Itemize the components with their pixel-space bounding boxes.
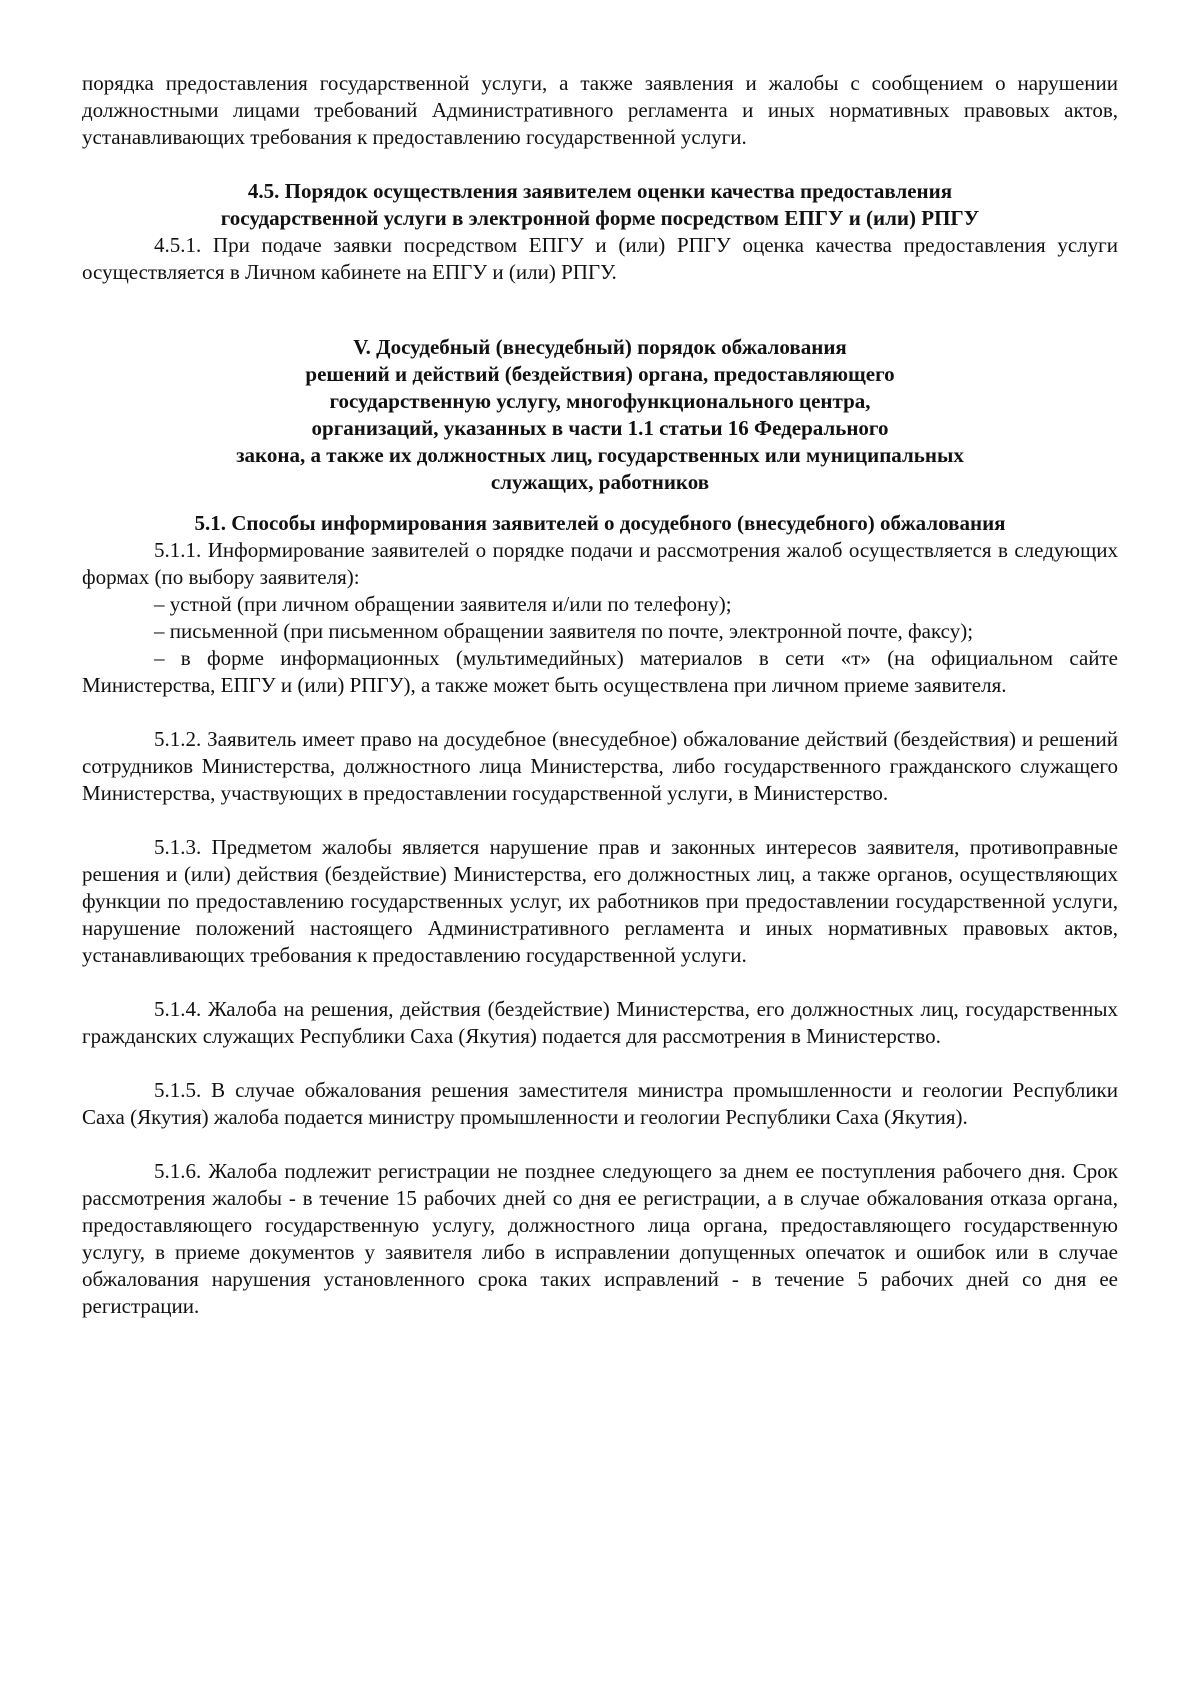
section-5-title-line-6: служащих, работников xyxy=(490,470,710,494)
intro-paragraph: порядка предоставления государственной услуги, а также заявления и жалобы с сообщением о нарушении должностными лицами требований Административного регламента и иных нормативных правовых актов, устанавливающих требования к предоставлению государственной услуги. xyxy=(82,71,1118,149)
spacer xyxy=(82,1050,1118,1077)
section-4-5-title-line-1: 4.5. Порядок осуществления заявителем оценки качества предоставления xyxy=(247,179,953,203)
section-5-heading xyxy=(82,334,1118,496)
section-5-1-title: 5.1. Способы информирования заявителей о досудебного (внесудебного) обжалования xyxy=(194,511,1006,535)
paragraph-5-1-5: 5.1.5. В случае обжалования решения заместителя министра промышленности и геологии Республики Саха (Якутия) жалоба подается министру промышленности и геологии Республики Саха (Якутия). xyxy=(82,1078,1118,1129)
section-5-1-heading xyxy=(82,510,1118,537)
spacer xyxy=(82,1131,1118,1158)
paragraph-5-1-4: 5.1.4. Жалоба на решения, действия (бездействие) Министерства, его должностных лиц, государственных гражданских служащих Республики Саха (Якутия) подается для рассмотрения в Министерство. xyxy=(82,997,1118,1048)
section-5-title-line-4: организаций, указанных в части 1.1 статьи 16 Федерального xyxy=(311,416,889,440)
list-item-written: – письменной (при письменном обращении заявителя по почте, электронной почте, факсу); xyxy=(154,619,974,643)
section-4-5-title-line-2: государственной услуги в электронной форме посредством ЕПГУ и (или) РПГУ xyxy=(220,206,980,230)
paragraph-5-1-3: 5.1.3. Предметом жалобы является нарушение прав и законных интересов заявителя, противоправные решения и (или) действия (бездействие) Министерства, его должностных лиц, а также органов, осуществляющих функции по предоставлению государственных услуг, их работников при предоставлении государственной услуги, нарушение положений настоящего Административного регламента и иных нормативных правовых актов, устанавливающих требования к предоставлению государственной услуги. xyxy=(82,835,1118,967)
paragraph-5-1-2: 5.1.2. Заявитель имеет право на досудебное (внесудебное) обжалование действий (бездействия) и решений сотрудников Министерства, должностного лица Министерства, либо государственного гражданского служащего Министерства, участвующих в предоставлении государственной услуги, в Министерство. xyxy=(82,727,1118,805)
list-item-multimedia: – в форме информационных (мультимедийных) материалов в сети «т» (на официальном сайте Министерства, ЕПГУ и (или) РПГУ), а также может быть осуществлена при личном приеме заявителя. xyxy=(82,646,1118,697)
paragraph-5-1-1: 5.1.1. Информирование заявителей о порядке подачи и рассмотрения жалоб осуществляется в следующих формах (по выбору заявителя): xyxy=(82,538,1118,589)
section-5-title-line-1: V. Досудебный (внесудебный) порядок обжалования xyxy=(353,335,847,359)
document-page xyxy=(82,70,1118,1320)
spacer xyxy=(82,807,1118,834)
spacer xyxy=(82,969,1118,996)
paragraph-4-5-1: 4.5.1. При подаче заявки посредством ЕПГУ и (или) РПГУ оценка качества предоставления услуги осуществляется в Личном кабинете на ЕПГУ и (или) РПГУ. xyxy=(82,233,1118,284)
section-4-5-heading xyxy=(82,178,1118,232)
section-5-title-line-3: государственную услугу, многофункционального центра, xyxy=(329,389,871,413)
section-5-title-line-2: решений и действий (бездействия) органа, предоставляющего xyxy=(305,362,895,386)
paragraph-5-1-6: 5.1.6. Жалоба подлежит регистрации не позднее следующего за днем ее поступления рабочего дня. Срок рассмотрения жалобы - в течение 15 рабочих дней со дня ее регистрации, а в случае обжалования отказа органа, предоставляющего государственную услугу, должностного лица органа, предоставляющего государственную услугу, в приеме документов у заявителя либо в исправлении допущенных опечаток и ошибок или в случае обжалования нарушения установленного срока таких исправлений - в течение 5 рабочих дней со дня ее регистрации. xyxy=(82,1159,1118,1318)
section-5-title-line-5: закона, а также их должностных лиц, государственных или муниципальных xyxy=(236,443,964,467)
list-item-oral: – устной (при личном обращении заявителя и/или по телефону); xyxy=(154,592,732,616)
spacer xyxy=(82,699,1118,726)
